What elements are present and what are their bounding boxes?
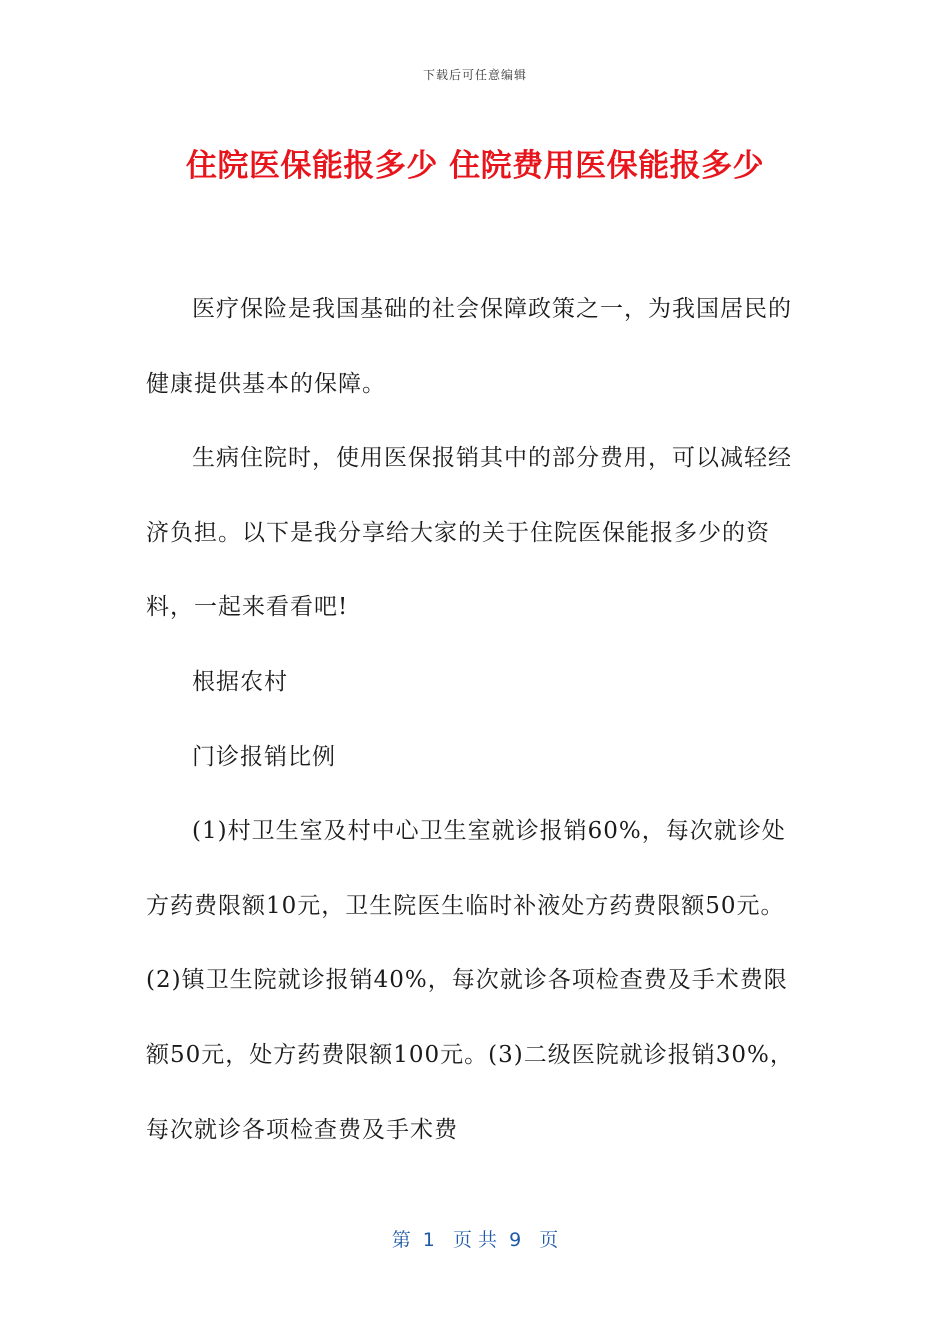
- paragraph: 生病住院时，使用医保报销其中的部分费用，可以减轻经济负担。以下是我分享给大家的关于住院医保能报多少的资料，一起来看看吧!: [146, 445, 792, 621]
- paragraph: 根据农村: [192, 668, 288, 695]
- document-title: 住院医保能报多少 住院费用医保能报多少: [185, 148, 765, 184]
- paragraph: 医疗保险是我国基础的社会保障政策之一，为我国居民的健康提供基本的保障。: [146, 296, 792, 397]
- paragraph: 门诊报销比例: [192, 743, 336, 770]
- page-number-footer: 第 1 页 共 9 页: [391, 1229, 559, 1251]
- paragraph: (1)村卫生室及村中心卫生室就诊报销60%，每次就诊处方药费限额10元，卫生院医生临时补液处方药费限额50元。(2)镇卫生院就诊报销40%，每次就诊各项检查费及手术费限额50元，处方药费限额100元。(3)二级医院就诊报销30%，每次就诊各项检查费及手术费: [146, 818, 794, 1143]
- header-note: 下载后可任意编辑: [422, 68, 527, 82]
- document-body: [146, 272, 806, 1167]
